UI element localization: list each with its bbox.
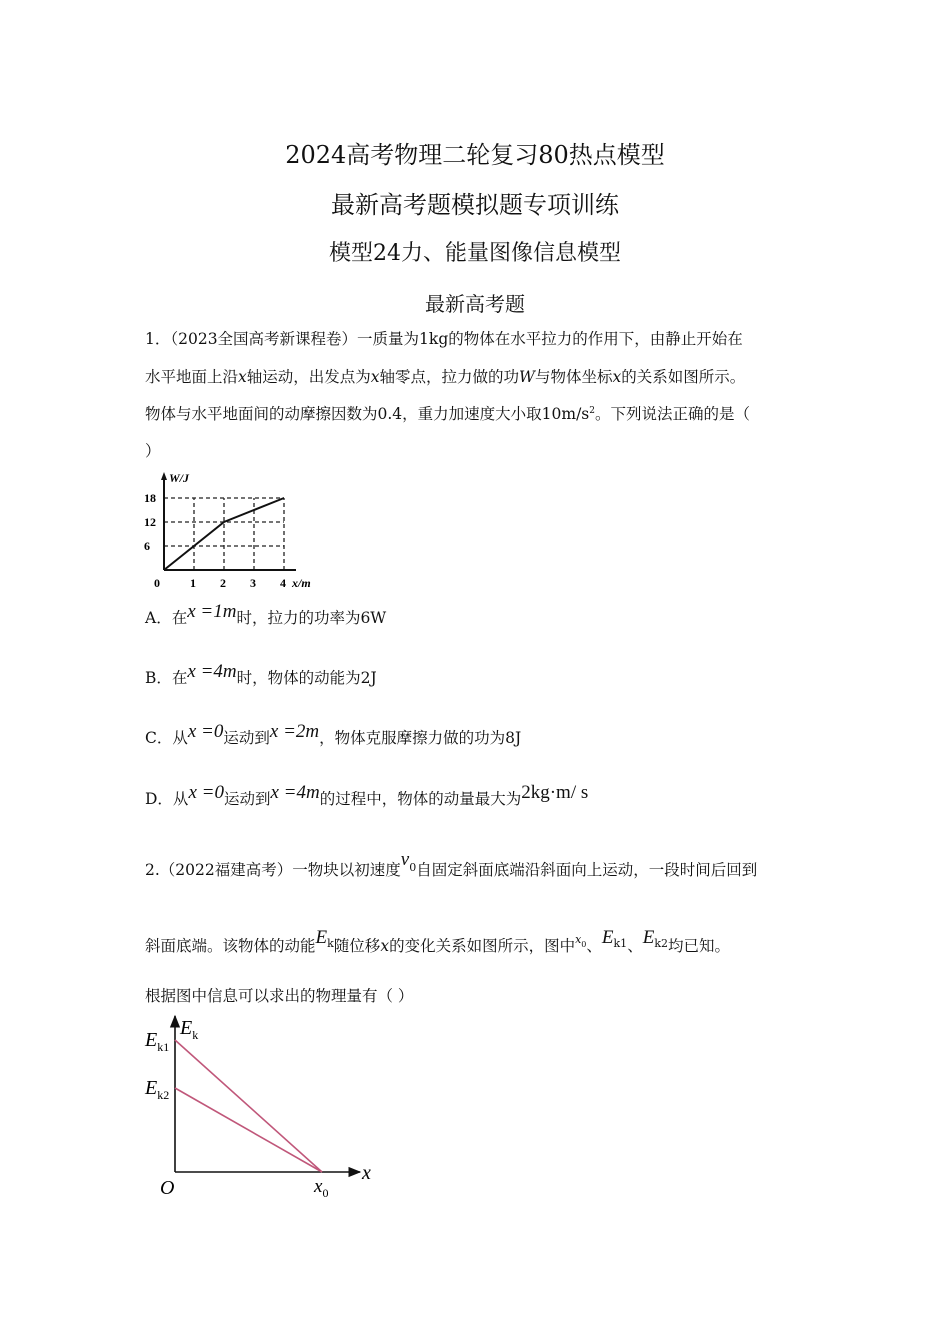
chart1-grid xyxy=(164,498,284,570)
model-title: 模型24力、能量图像信息模型 xyxy=(329,241,621,266)
chart1-y-tick: 6 xyxy=(144,539,150,553)
chart1-ylabel: W/J xyxy=(169,471,190,485)
q2-line2: 斜面底端。该物体的动能$E_k$随位移x的变化关系如图所示，图中$^x_0$、$E_{k1}$、$E_{k2}$均已知。 xyxy=(145,927,730,955)
work-displacement-chart xyxy=(140,465,340,590)
chart1-x-tick: 1 xyxy=(190,576,196,590)
chart1-x-tick: 0 xyxy=(154,576,160,590)
section-heading: 最新高考题 xyxy=(425,292,525,316)
chart2-line xyxy=(175,1040,322,1172)
chart1-x-tick: 4 xyxy=(280,576,286,590)
q1-line2: 水平地面上沿x轴运动，出发点为x轴零点，拉力做的功W与物体坐标x的关系如图所示。 xyxy=(145,368,746,386)
chart1-y-tick: 18 xyxy=(144,491,156,505)
chart2-line xyxy=(175,1088,322,1172)
chart1-y-arrow xyxy=(161,472,167,480)
q2-line1: 2.（2022福建高考）一物块以初速度$v_0$自固定斜面底端沿斜面向上运动，一段时间后回到 xyxy=(145,849,758,879)
option-a[interactable]: A．在x =1m时，拉力的功率为6W xyxy=(145,601,387,627)
chart1-x-tick: 3 xyxy=(250,576,256,590)
chart2-origin: O xyxy=(160,1177,175,1199)
chart2-x0-tick: $x_0$ xyxy=(314,1176,329,1200)
chart2-ylabel: $E_k$ xyxy=(180,1017,199,1042)
chart1-x-tick: 2 xyxy=(220,576,226,590)
option-b[interactable]: B．在x =4m时，物体的动能为2J xyxy=(145,661,377,687)
chart1-xlabel: x/m xyxy=(292,576,311,590)
chart2-ek1-tick: $E_{k1}$ xyxy=(145,1029,170,1054)
chart2-ek2-tick: $E_{k2}$ xyxy=(145,1077,170,1102)
option-d[interactable]: D．从x =0运动到x =4m的过程中，物体的动量最大为2kg·m/ s xyxy=(145,782,589,808)
doc-title: 2024高考物理二轮复习80热点模型 xyxy=(285,141,665,169)
q1-line1: 1．（2023全国高考新课程卷）一质量为1kg的物体在水平拉力的作用下，由静止开始在 xyxy=(145,330,743,348)
chart2-xlabel: x xyxy=(362,1162,371,1184)
doc-subtitle: 最新高考题模拟题专项训练 xyxy=(331,191,619,219)
chart2-series xyxy=(175,1040,322,1172)
q1-line3: 物体与水平地面间的动摩擦因数为0.4，重力加速度大小取$10m/s^2$。下列说法正确的是（ xyxy=(145,405,750,423)
q1-line4: ） xyxy=(145,442,161,460)
kinetic-energy-chart xyxy=(140,1010,390,1210)
option-c[interactable]: C．从x =0运动到x =2m，物体克服摩擦力做的功为8J xyxy=(145,721,522,747)
chart1-y-tick: 12 xyxy=(144,515,156,529)
q2-line3: 根据图中信息可以求出的物理量有（ ） xyxy=(145,987,414,1005)
